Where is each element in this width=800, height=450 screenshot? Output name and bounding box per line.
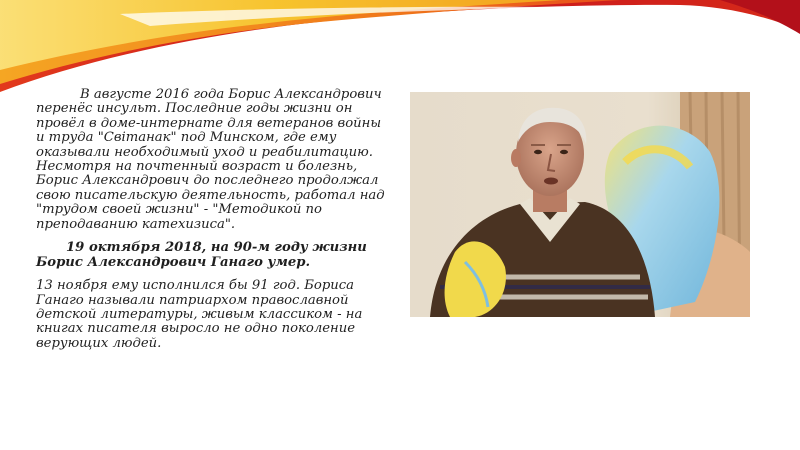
portrait-photo: [410, 92, 750, 317]
decorative-banner: [0, 0, 800, 100]
slide-text: [36, 88, 386, 351]
paragraph-stroke-info: В августе 2016 года Борис Александрович перенёс инсульт. Последние годы жизни он провёл в доме-интернате для ветеранов войны и труда "Світанак" под Минском, где ему оказывали необходимый уход и реабилитацию. Несмотря на почтенный возраст и болезнь, Борис Александрович до последнего продолжал свою писательскую деятельность, работал над "трудом своей жизни" - "Методикой по преподаванию катехизиса".: [36, 87, 385, 232]
paragraph-death-date: 19 октября 2018, на 90-м году жизни Борис Александрович Ганаго умер.: [36, 240, 367, 270]
paragraph-legacy: 13 ноября ему исполнился бы 91 год. Бориса Ганаго называли патриархом православной детской литературы, живым классиком - на книгах писателя выросло не одно поколение верующих людей.: [36, 278, 363, 351]
